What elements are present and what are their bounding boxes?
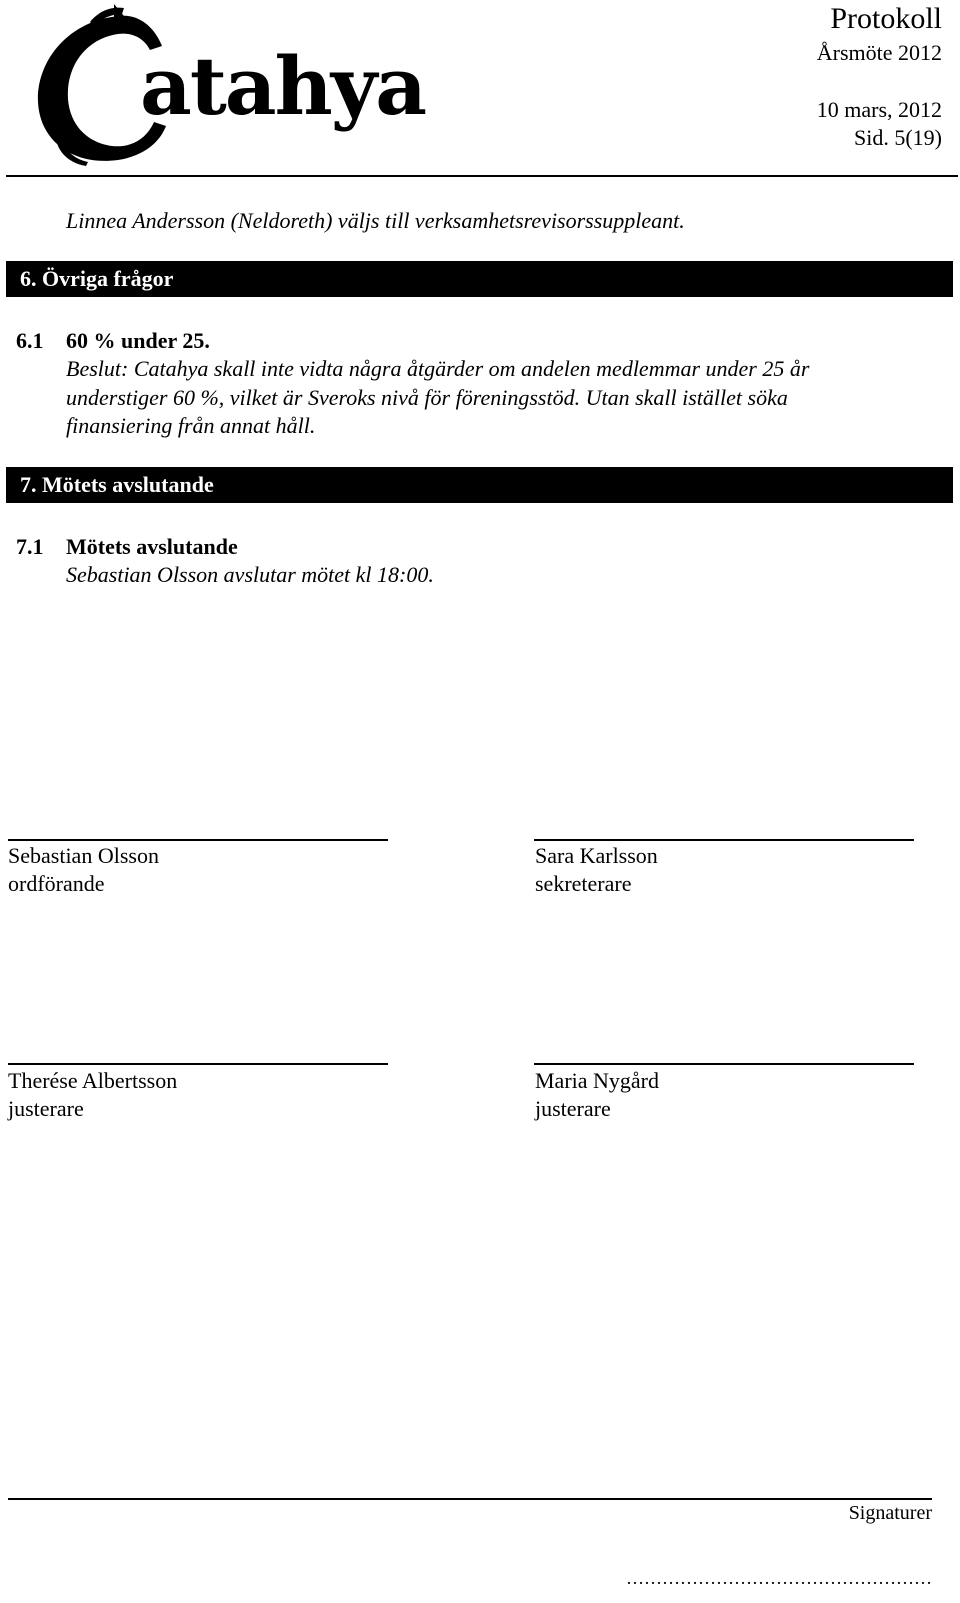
header-divider — [6, 175, 958, 177]
document-title: Protokoll — [830, 2, 942, 35]
signature-name: Sara Karlsson — [535, 843, 658, 868]
item-number: 7.1 — [16, 534, 44, 559]
footer-signature-dots: …………………………………………… — [626, 1568, 932, 1588]
meeting-name: Årsmöte 2012 — [816, 40, 942, 65]
signature-line — [8, 1063, 388, 1065]
signature-role: sekreterare — [535, 871, 632, 896]
signature-line — [534, 1063, 914, 1065]
footer-divider — [8, 1498, 932, 1500]
item-title: 60 % under 25. — [66, 328, 210, 353]
signature-name: Maria Nygård — [535, 1068, 660, 1093]
item-text-line: understiger 60 %, vilket är Sveroks nivå för föreningsstöd. Utan skall istället söka — [66, 385, 788, 410]
item-number: 6.1 — [16, 328, 44, 353]
footer-label: Signaturer — [848, 1502, 932, 1524]
item-text-line: Beslut: Catahya skall inte vidta några åtgärder om andelen medlemmar under 25 år — [66, 356, 810, 381]
intro-line: Linnea Andersson (Neldoreth) väljs till verksamhetsrevisorssuppleant. — [66, 208, 685, 233]
item-title: Mötets avslutande — [66, 534, 238, 559]
meeting-date: 10 mars, 2012 — [816, 97, 942, 122]
item-text-line: Sebastian Olsson avslutar mötet kl 18:00. — [66, 562, 434, 587]
signature-name: Sebastian Olsson — [8, 843, 159, 868]
section-heading: 7. Mötets avslutande — [6, 467, 953, 503]
signature-role: justerare — [535, 1096, 611, 1121]
section-heading: 6. Övriga frågor — [6, 261, 953, 297]
item-text-line: finansiering från annat håll. — [66, 413, 316, 438]
signature-role: ordförande — [8, 871, 105, 896]
signature-name: Therése Albertsson — [8, 1068, 178, 1093]
svg-text:atahya: atahya — [140, 39, 426, 133]
page-number: Sid. 5(19) — [854, 125, 942, 150]
catahya-logo — [28, 2, 426, 168]
signature-role: justerare — [8, 1096, 84, 1121]
